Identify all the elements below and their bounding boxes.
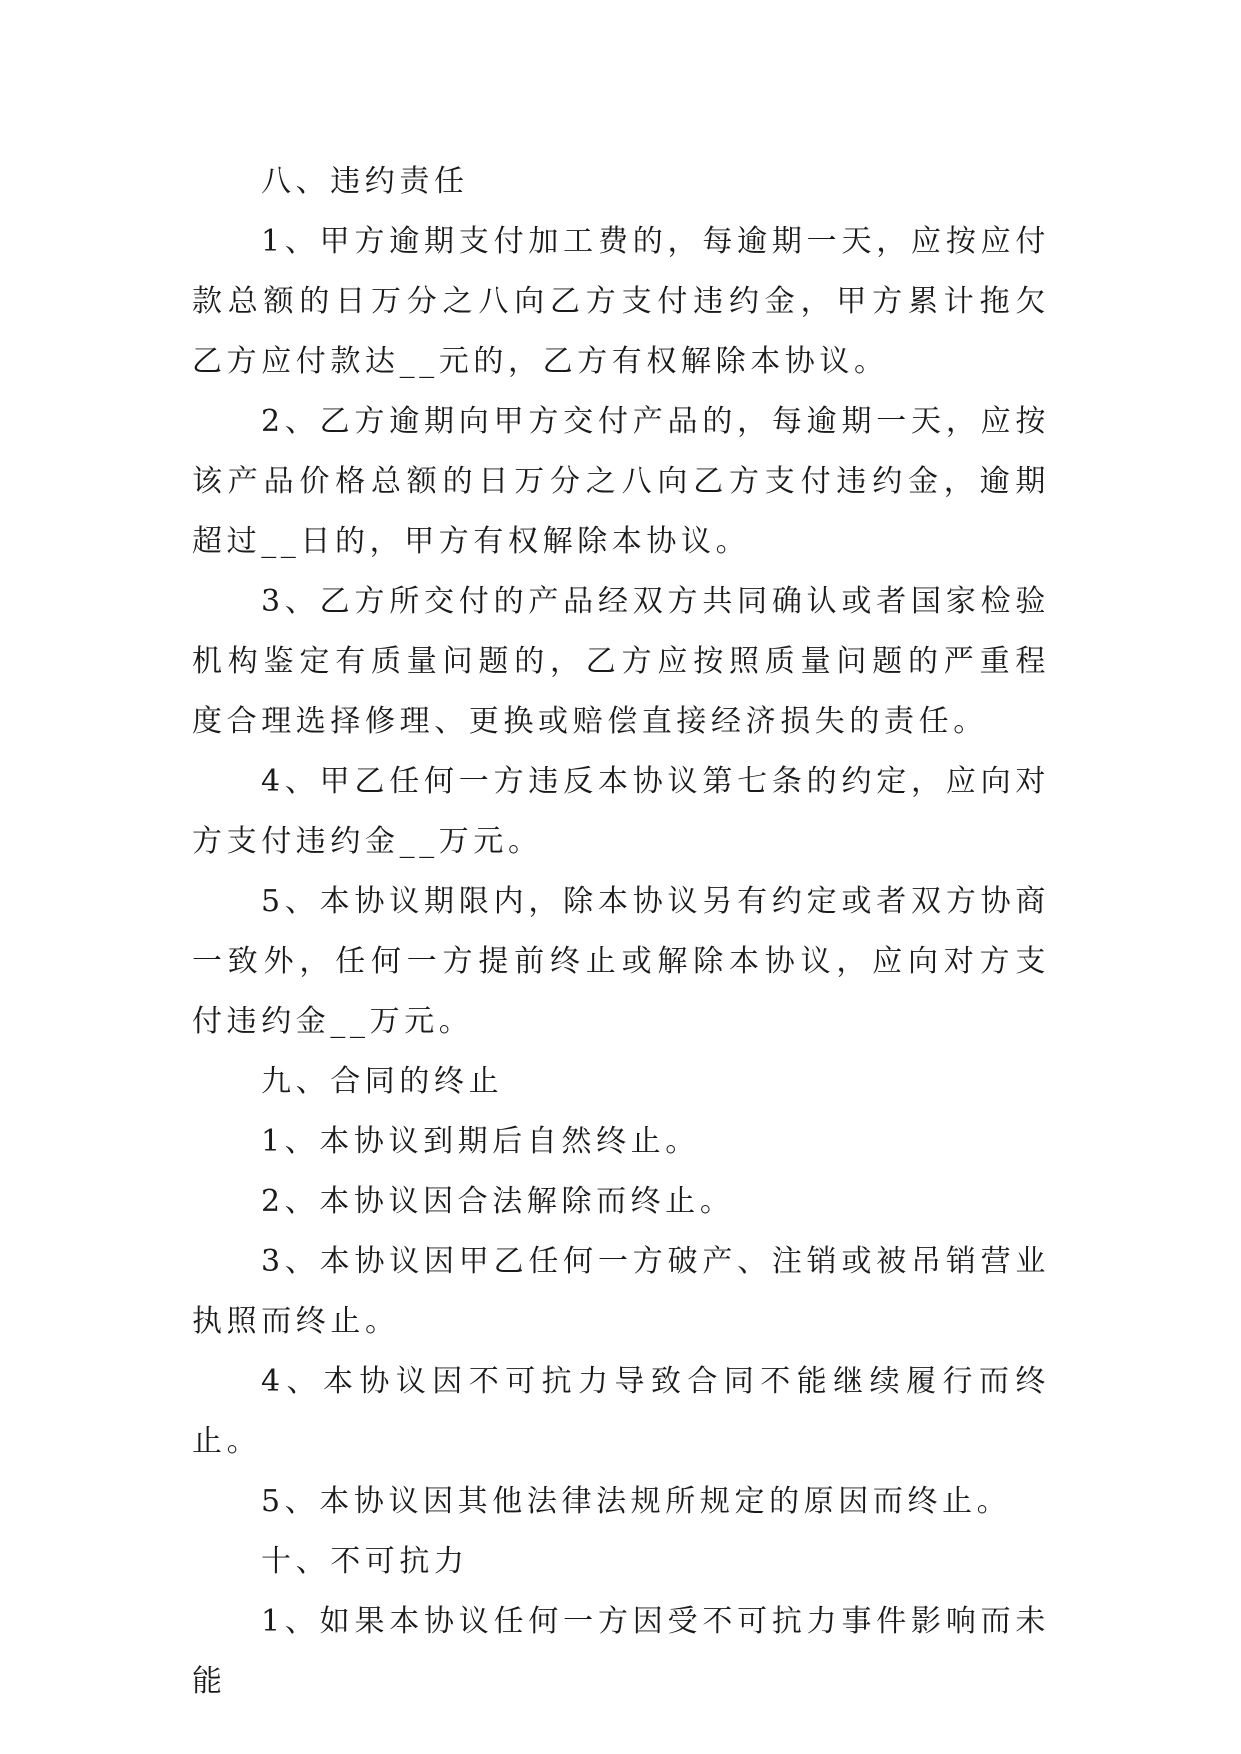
paragraph-clause: 2、乙方逾期向甲方交付产品的，每逾期一天，应按该产品价格总额的日万分之八向乙方支付违约金，逾期超过__日的，甲方有权解除本协议。	[192, 404, 1050, 559]
paragraph-clause: 5、本协议期限内，除本协议另有约定或者双方协商一致外，任何一方提前终止或解除本协议，应向对方支付违约金__万元。	[192, 884, 1050, 1039]
paragraph-clause: 2、本协议因合法解除而终止。	[261, 1184, 735, 1219]
section-heading-force-majeure: 十、不可抗力	[261, 1544, 469, 1579]
section-heading-termination: 九、合同的终止	[261, 1064, 504, 1099]
paragraph-clause: 4、本协议因不可抗力导致合同不能继续履行而终止。	[192, 1364, 1050, 1459]
section-heading-breach-liability: 八、违约责任	[261, 164, 469, 199]
paragraph-clause: 1、甲方逾期支付加工费的，每逾期一天，应按应付款总额的日万分之八向乙方支付违约金，甲方累计拖欠乙方应付款达__元的，乙方有权解除本协议。	[192, 224, 1050, 379]
paragraph-clause: 4、甲乙任何一方违反本协议第七条的约定，应向对方支付违约金__万元。	[192, 764, 1050, 859]
paragraph-clause: 5、本协议因其他法律法规所规定的原因而终止。	[261, 1484, 1012, 1519]
document-body	[192, 152, 1050, 1712]
paragraph-clause: 1、本协议到期后自然终止。	[261, 1124, 700, 1159]
paragraph-clause: 3、乙方所交付的产品经双方共同确认或者国家检验机构鉴定有质量问题的，乙方应按照质量问题的严重程度合理选择修理、更换或赔偿直接经济损失的责任。	[192, 584, 1050, 739]
paragraph-clause: 3、本协议因甲乙任何一方破产、注销或被吊销营业执照而终止。	[192, 1244, 1050, 1339]
paragraph-clause: 1、如果本协议任何一方因受不可抗力事件影响而未能	[192, 1604, 1050, 1699]
